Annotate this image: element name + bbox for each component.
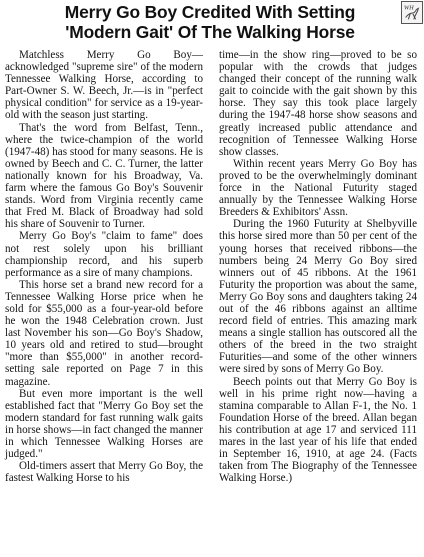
- paragraph: Beech points out that Merry Go Boy is well in his prime right now—having a stamina comparable to Allan F-1, the No. 1 Foundation Horse of the breed. Allan began his contribution at age 17 and serviced 111 mares in the last year of his life that ended in September 16, 1910, at age 24. (Facts taken from The Biography of the Tennessee Walking Horse.): [219, 375, 417, 485]
- paragraph: Old-timers assert that Merry Go Boy, the fastest Walking Horse to his: [5, 460, 203, 485]
- paragraph: Matchless Merry Go Boy—acknowledged "supreme sire" of the modern Tennessee Walking Horse, according to Part-Owner S. W. Beech, Jr.—is in "perfect physical condition" for service as a 19-year-old with the season just starting.: [5, 49, 203, 122]
- walking-horse-logo-icon: [401, 1, 423, 24]
- article-headline: [20, 2, 400, 42]
- paragraph: That's the word from Belfast, Tenn., where the twice-champion of the world (1947-48) has stood for many seasons. He is owned by Beech and C. C. Turner, the latter nationally known for his Broadway, Va. farm where the famous Go Boy's Souvenir stands. Word from Virginia recently came that Fred M. Black of Broadway had sold his share of Souvenir to Turner.: [5, 121, 203, 231]
- paragraph: Merry Go Boy's "claim to fame" does not rest solely upon his brilliant championship record, and his superb performance as a sire of many champions.: [5, 230, 203, 279]
- logo-graphic: [402, 2, 422, 23]
- article-column-right: [219, 49, 417, 484]
- article-column-left: [5, 49, 203, 484]
- headline-line-1: Merry Go Boy Credited With Setting: [64, 2, 356, 22]
- paragraph: But even more important is the well established fact that "Merry Go Boy set the modern standard for fast running walk gaits in horse shows—in fact changed the manner in which Tennessee Walking Horses are judged.": [5, 387, 203, 461]
- paragraph: time—in the show ring—proved to be so popular with the crowds that judges changed their concept of the running walk gait to coincide with the gait shown by this horse. They say this took place largely during the 1947-48 horse show seasons and greatly increased public attendance and recognition of Tennessee Walking Horse show classes.: [219, 49, 417, 158]
- paragraph: This horse set a brand new record for a Tennessee Walking Horse price when he sold for $55,000 as a four-year-old before he won the 1948 Celebration crown. Just last November his son—Go Boy's Shadow, 10 years old and retired to stud—brought "more than $55,000" in another record-setting sale reported on Page 7 in this magazine.: [5, 278, 203, 388]
- paragraph: During the 1960 Futurity at Shelbyville this horse sired more than 50 per cent of the young horses that received ribbons—the numbers being 24 Merry Go Boy sired winners out of 45 ribbons. At the 1961 Futurity the proportion was about the same, Merry Go Boy sons and daughters taking 24 out of the 46 ribbons against an alltime record field of entries. This amazing mark means a single stallion has outscored all the others of the breed in the two straight Futurities—and some of the other winners were sired by sons of Merry Go Boy.: [219, 218, 417, 376]
- logo-text: WH: [403, 4, 414, 12]
- headline-line-2: 'Modern Gait' Of The Walking Horse: [65, 22, 355, 42]
- paragraph: Within recent years Merry Go Boy has proved to be the overwhelmingly dominant force in the National Futurity staged annually by the Tennessee Walking Horse Breeders & Exhibitors' Assn.: [219, 157, 417, 219]
